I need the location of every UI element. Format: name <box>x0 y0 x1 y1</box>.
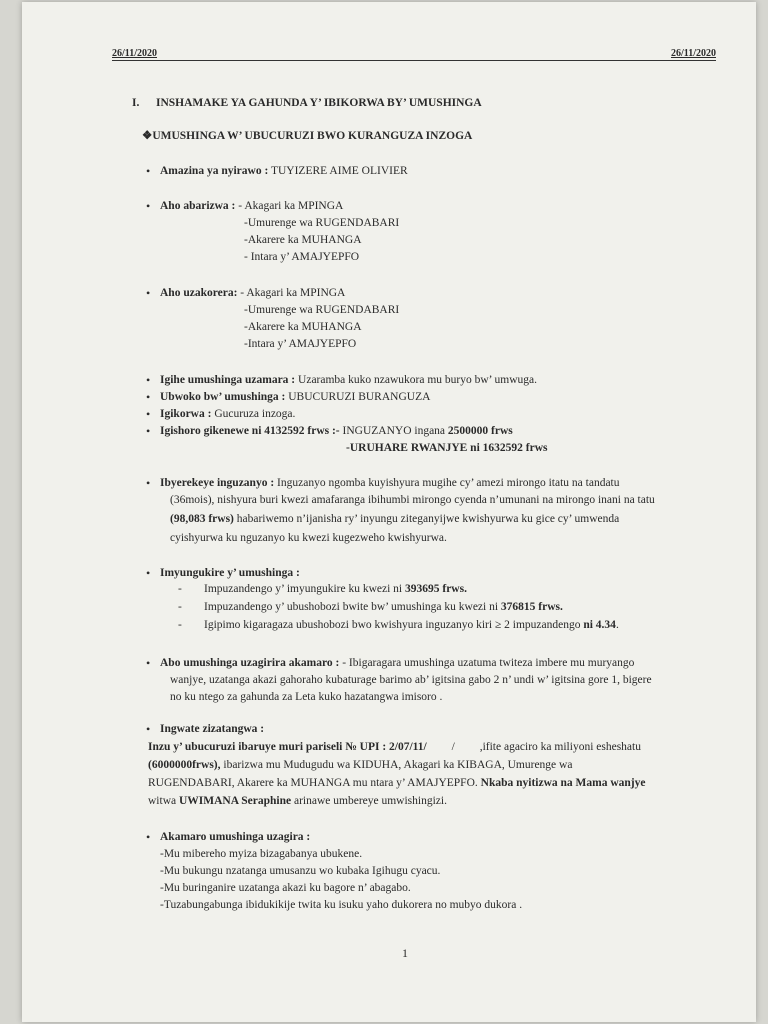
residence-line-2: -Umurenge wa RUGENDABARI <box>244 217 400 229</box>
indicator-item <box>204 618 619 632</box>
workplace-label: Aho uzakorera: <box>160 287 238 299</box>
collateral-label: Ingwate zizatangwa : <box>160 723 265 735</box>
residence-line-4: - Intara y’ AMAJYEPFO <box>244 251 360 263</box>
workplace-label-row <box>160 286 345 300</box>
duration-row <box>160 373 537 387</box>
workplace-line-1: - Akagari ka MPINGA <box>240 287 346 299</box>
beneficiaries-label: Abo umushinga uzagirira akamaro : <box>160 657 340 669</box>
benefit-item: -Mu buringanire uzatanga akazi ku bagore n’ abagabo. <box>160 882 411 894</box>
collateral-province: mu ntara y’ AMAJYEPFO. <box>352 777 478 789</box>
collateral-lender: Nkaba nyitizwa na Mama wanjye <box>480 777 646 789</box>
beneficiaries-line-2: wanjye, uzatanga akazi gahoraho kubaturage barimo ab’ igitsina gabo 2 n’ undi w’ igitsina gore 1, bigere <box>170 674 652 686</box>
repayment-line-3 <box>170 512 619 526</box>
collateral-called: witwa <box>148 795 177 807</box>
beneficiaries-row <box>160 656 634 670</box>
capital-loan-text: INGUZANYO ingana <box>342 425 446 437</box>
document-page <box>22 2 756 1022</box>
indicator-text: Impuzandengo y’ imyungukire ku kwezi ni <box>204 583 403 595</box>
collateral-parcel: Inzu y’ ubucuruzi ibaruye muri pariseli № UPI : 2/07/11/ <box>148 741 427 753</box>
indicator-value: 376815 frws. <box>500 601 563 613</box>
collateral-location: ibarizwa mu Mudugudu wa KIDUHA, Akagari ka KIBAGA, Umurenge wa <box>223 759 573 771</box>
section-number: I. <box>132 97 140 109</box>
collateral-value-text: ,ifite agaciro ka miliyoni esheshatu <box>479 741 641 753</box>
capital-label: Igishoro gikenewe ni 4132592 frws :- <box>160 425 340 437</box>
capital-loan-amount: 2500000 frws <box>447 425 513 437</box>
type-row <box>160 390 430 404</box>
collateral-amount: (6000000frws), <box>148 759 221 771</box>
repayment-line-3-text: habariwemo n’ijanisha ry’ inyungu ziteganyijwe kwishyurwa ku gice cy’ umwenda <box>236 513 620 525</box>
beneficiaries-line-1: - Ibigaragara umushinga uzatuma twiteza imbere mu muryango <box>342 657 635 669</box>
subtitle-text: UMUSHINGA W’ UBUCURUZI BWO KURANGUZA INZOGA <box>152 130 473 142</box>
page-number: 1 <box>402 946 408 960</box>
indicator-value: ni 4.34 <box>583 619 616 631</box>
duration-value: Uzaramba kuko nzawukora mu buryo bw’ umwuga. <box>298 374 538 386</box>
residence-label: Aho abarizwa : <box>160 200 236 212</box>
collateral-guarantor-text: arinawe umbereye umwishingizi. <box>294 795 447 807</box>
indicator-text: Impuzandengo y’ ubushobozi bwite bw’ umushinga ku kwezi ni <box>204 601 499 613</box>
workplace-line-2: -Umurenge wa RUGENDABARI <box>244 304 400 316</box>
repayment-line-2: (36mois), nishyura buri kwezi amafaranga ibihumbi mirongo cyenda n’umunani na mirongo inani na tatu <box>170 494 655 506</box>
workplace-line-3: -Akarere ka MUHANGA <box>244 321 362 333</box>
benefit-item: -Tuzabungabunga ibidukikije twita ku isuku yaho dukorera no mubyo dukora . <box>160 899 523 911</box>
indicators-label: Imyungukire y’ umushinga : <box>160 567 300 579</box>
indicator-tail: . <box>615 619 619 631</box>
residence-label-row <box>160 199 343 213</box>
collateral-district: RUGENDABARI, Akarere ka MUHANGA <box>148 777 350 789</box>
benefits-label: Akamaro umushinga uzagira : <box>160 831 311 843</box>
collateral-line-3 <box>148 776 645 790</box>
repayment-line-4: cyishyurwa ku nguzanyo ku kwezi kugezweho kwishyurwa. <box>170 532 447 544</box>
diamond-bullet-icon: ❖ <box>142 130 153 142</box>
name-row <box>160 164 408 178</box>
benefits-row <box>160 830 310 844</box>
indicator-text: Igipimo kigaragaza ubushobozi bwo kwishyura inguzanyo kiri ≥ 2 impuzandengo <box>204 619 581 631</box>
header-date-left: 26/11/2020 <box>112 48 158 59</box>
benefit-item: -Mu mibereho myiza bizagabanya ubukene. <box>160 848 363 860</box>
residence-line-3: -Akarere ka MUHANGA <box>244 234 362 246</box>
type-value: UBUCURUZI BURANGUZA <box>288 391 431 403</box>
capital-own-contribution: -URUHARE RWANJYE ni 1632592 frws <box>346 442 548 454</box>
name-value: TUYIZERE AIME OLIVIER <box>270 165 408 177</box>
indicator-item <box>204 582 467 596</box>
beneficiaries-line-3: no ku ntego za gahunda za Leta kuko hazatangwa imisoro . <box>170 691 443 703</box>
subtitle <box>142 129 472 143</box>
section-title: INSHAMAKE YA GAHUNDA Y’ IBIKORWA BY’ UMUSHINGA <box>156 97 482 109</box>
indicator-value: 393695 frws. <box>405 583 467 595</box>
collateral-parcel-slash: / <box>451 741 455 753</box>
collateral-line-4 <box>148 794 447 808</box>
benefit-item: -Mu bukungu nzatanga umusanzu wo kubaka Igihugu cyacu. <box>160 865 441 877</box>
activity-row <box>160 407 295 421</box>
repayment-line-1: Inguzanyo ngomba kuyishyura mugihe cy’ amezi mirongo itatu na tandatu <box>277 477 620 489</box>
activity-label: Igikorwa : <box>160 408 212 420</box>
header-date-right: 26/11/2020 <box>670 48 716 59</box>
indicators-row <box>160 566 300 580</box>
collateral-row <box>160 722 264 736</box>
collateral-line-1 <box>148 740 641 754</box>
header-rule <box>112 46 716 61</box>
indicator-item <box>204 600 563 614</box>
collateral-line-2 <box>148 758 572 772</box>
collateral-guarantor: UWIMANA Seraphine <box>178 795 292 807</box>
residence-line-1: - Akagari ka MPINGA <box>238 200 344 212</box>
repayment-label: Ibyerekeye inguzanyo : <box>160 477 275 489</box>
repayment-monthly-amount: (98,083 frws) <box>170 513 234 525</box>
type-label: Ubwoko bw’ umushinga : <box>160 391 286 403</box>
name-label: Amazina ya nyirawo : <box>160 165 269 177</box>
capital-row <box>160 424 513 438</box>
activity-value: Gucuruza inzoga. <box>214 408 296 420</box>
workplace-line-4: -Intara y’ AMAJYEPFO <box>244 338 357 350</box>
repayment-row <box>160 476 620 490</box>
duration-label: Igihe umushinga uzamara : <box>160 374 296 386</box>
